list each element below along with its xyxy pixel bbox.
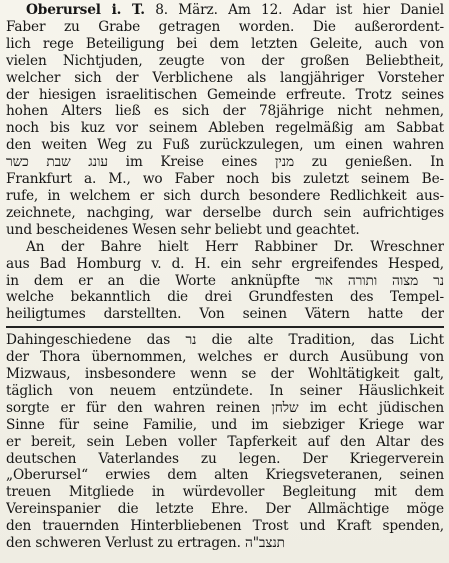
text-line: „Oberursel“ erwies dem alten Kriegsveteranen, seinen [6,467,444,484]
text-line: in dem er an die Worte anknüpfte נר מצוה ותורה אור [6,272,444,289]
text-line: täglich von neuem entzündete. In seiner Häuslichkeit [6,382,444,399]
column-rule [6,326,444,328]
dateline: Oberursel i. T. [26,2,145,18]
text-line: vielen Nichtjuden, zeugte von der großen Beliebtheit, [6,52,444,69]
text-line [6,2,444,19]
text-line: sorgte er für den wahren reinen שלחן im echt jüdischen [6,399,444,416]
article-paragraph-1 [6,2,444,239]
text-line: Frankfurt a. M., wo Faber noch bis zuletzt seinem Be- [6,171,444,188]
text-line: Vereinspanier die letzte Ehre. Der Allmächtige möge [6,501,444,518]
text-line: welche bekanntlich die drei Grundfesten des Tempel- [6,289,444,306]
text-line: der hiesigen israelitischen Gemeinde erfreute. Trotz seines [6,86,444,103]
text-line: Sinne für seine Familie, und im siebziger Kriege war [6,416,444,433]
text-line: er bereit, sein Leben voller Tapferkeit auf den Altar des [6,433,444,450]
text-line: rufe, in welchem er sich durch besondere Redlichkeit aus- [6,187,444,204]
text-line: Dahingeschiedene das נר die alte Tradition, das Licht [6,332,444,349]
text-line: den schweren Verlust zu ertragen. תנצב"ה [6,535,285,552]
text-line: der Thora übernommen, welches er durch Ausübung von [6,349,444,366]
text-line: und bescheidenes Wesen sehr beliebt und geachtet. [6,221,360,238]
text-line: עונג שבת כשר im Kreise eines מנין zu genießen. In [6,154,444,171]
text-line: deutschen Vaterlandes zu legen. Der Kriegerverein [6,450,444,467]
text-line: An der Bahre hielt Herr Rabbiner Dr. Wreschner [26,238,444,255]
article-paragraph-2 [6,239,444,324]
text-line: treuen Mitgliede in würdevoller Begleitung mit dem [6,484,444,501]
text-line: Faber zu Grabe getragen worden. Die außerordent- [6,18,444,35]
text-line: lich rege Beteiligung bei dem letzten Geleite, auch von [6,35,444,52]
text-line: den weiten Weg zu Fuß zurückzulegen, um einen wahren [6,137,444,154]
article-paragraph-3 [6,332,444,552]
text-line: aus Bad Homburg v. d. H. ein sehr ergreifendes Hesped, [6,255,444,272]
text-line: den trauernden Hinterbliebenen Trost und Kraft spenden, [6,518,444,535]
text-line: Mizwaus, insbesondere wenn se der Wohltätigkeit galt, [6,366,444,383]
text-line: zeichnete, nachging, war derselbe durch sein aufrichtiges [6,204,444,221]
line-text: 8. März. Am 12. Adar ist hier Daniel [144,2,444,18]
text-line: heiligtumes darstellten. Von seinen Vätern hatte der [6,306,444,323]
text-line: noch bis kuz vor seinem Ableben regelmäßig am Sabbat [6,120,444,137]
text-line: welcher sich der Verblichene als langjähriger Vorsteher [6,69,444,86]
text-line: hohen Alters ließ es sich der 78jährige nicht nehmen, [6,103,444,120]
